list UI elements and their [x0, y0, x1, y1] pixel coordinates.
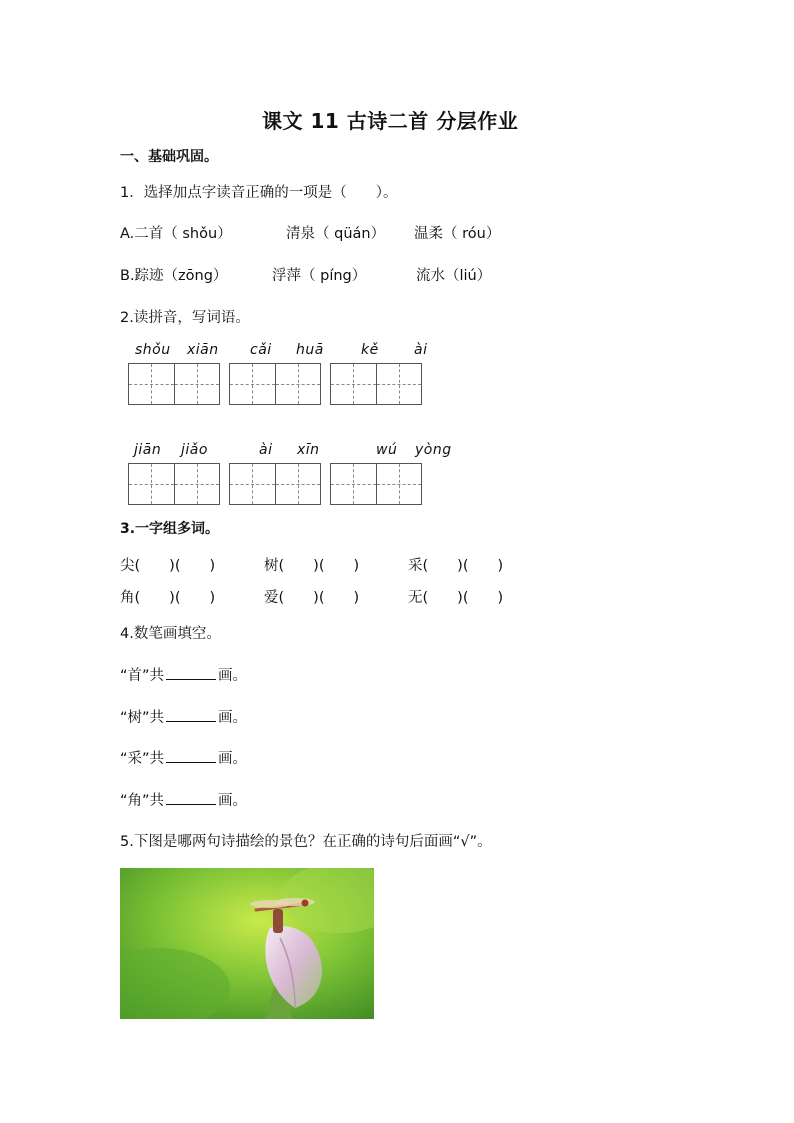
- stroke-item: [120, 664, 247, 685]
- question-1: 1．选择加点字读音正确的一项是（ ）。: [120, 185, 398, 201]
- pinyin: cǎi: [250, 342, 272, 358]
- answer-blank[interactable]: [166, 790, 216, 805]
- pinyin: xiān: [187, 342, 219, 358]
- option-a-3: 温柔（ róu）: [414, 226, 501, 242]
- word-group: 尖( )( ): [120, 558, 216, 574]
- stroke-item-suffix: 画。: [218, 668, 248, 684]
- writing-grid[interactable]: [229, 463, 321, 505]
- pinyin: jiǎo: [181, 442, 208, 458]
- pinyin: wú: [376, 442, 398, 458]
- writing-grid[interactable]: [229, 363, 321, 405]
- writing-grid[interactable]: [330, 363, 422, 405]
- writing-grid[interactable]: [128, 463, 220, 505]
- pinyin: huā: [296, 342, 324, 358]
- stroke-item-suffix: 画。: [218, 710, 248, 726]
- answer-blank[interactable]: [166, 748, 216, 763]
- stroke-item-label: “采”共: [120, 751, 165, 767]
- dragonfly-lotus-photo: [120, 868, 374, 1019]
- writing-grid[interactable]: [128, 363, 220, 405]
- option-b-2: 浮萍（ píng）: [272, 268, 367, 284]
- pinyin: ài: [259, 442, 273, 458]
- word-group: 角( )( ): [120, 590, 216, 606]
- stroke-item-label: “首”共: [120, 668, 165, 684]
- pinyin: xīn: [297, 442, 320, 458]
- option-a-2: 清泉（ qüán）: [286, 226, 386, 242]
- stroke-item-suffix: 画。: [218, 751, 248, 767]
- stroke-item: [120, 789, 247, 810]
- answer-blank[interactable]: [166, 707, 216, 722]
- word-group: 树( )( ): [264, 558, 360, 574]
- stroke-item: [120, 706, 247, 727]
- question-4: 4.数笔画填空。: [120, 626, 221, 642]
- pinyin: yòng: [415, 442, 452, 458]
- stroke-item-suffix: 画。: [218, 793, 248, 809]
- stroke-item-label: “树”共: [120, 710, 165, 726]
- pinyin: jiān: [134, 442, 162, 458]
- question-3: 3.一字组多词。: [120, 521, 220, 537]
- option-b-1: B.踪迹（zōng）: [120, 268, 228, 284]
- word-group: 无( )( ): [408, 590, 504, 606]
- writing-grid[interactable]: [330, 463, 422, 505]
- stroke-item-label: “角”共: [120, 793, 165, 809]
- option-a-1: A.二首（ shǒu）: [120, 226, 232, 242]
- answer-blank[interactable]: [166, 665, 216, 680]
- stroke-item: [120, 747, 247, 768]
- pinyin: kě: [361, 342, 379, 358]
- question-2: 2.读拼音，写词语。: [120, 310, 250, 326]
- pinyin: shǒu: [135, 342, 171, 358]
- pinyin: ài: [414, 342, 428, 358]
- word-group: 爱( )( ): [264, 590, 360, 606]
- page-title: 课文 11 古诗二首 分层作业: [262, 109, 519, 133]
- option-b-3: 流水（liú）: [416, 268, 492, 284]
- section-heading: 一、基础巩固。: [120, 149, 218, 165]
- word-group: 采( )( ): [408, 558, 504, 574]
- question-5: 5.下图是哪两句诗描绘的景色？在正确的诗句后面画“√”。: [120, 834, 492, 850]
